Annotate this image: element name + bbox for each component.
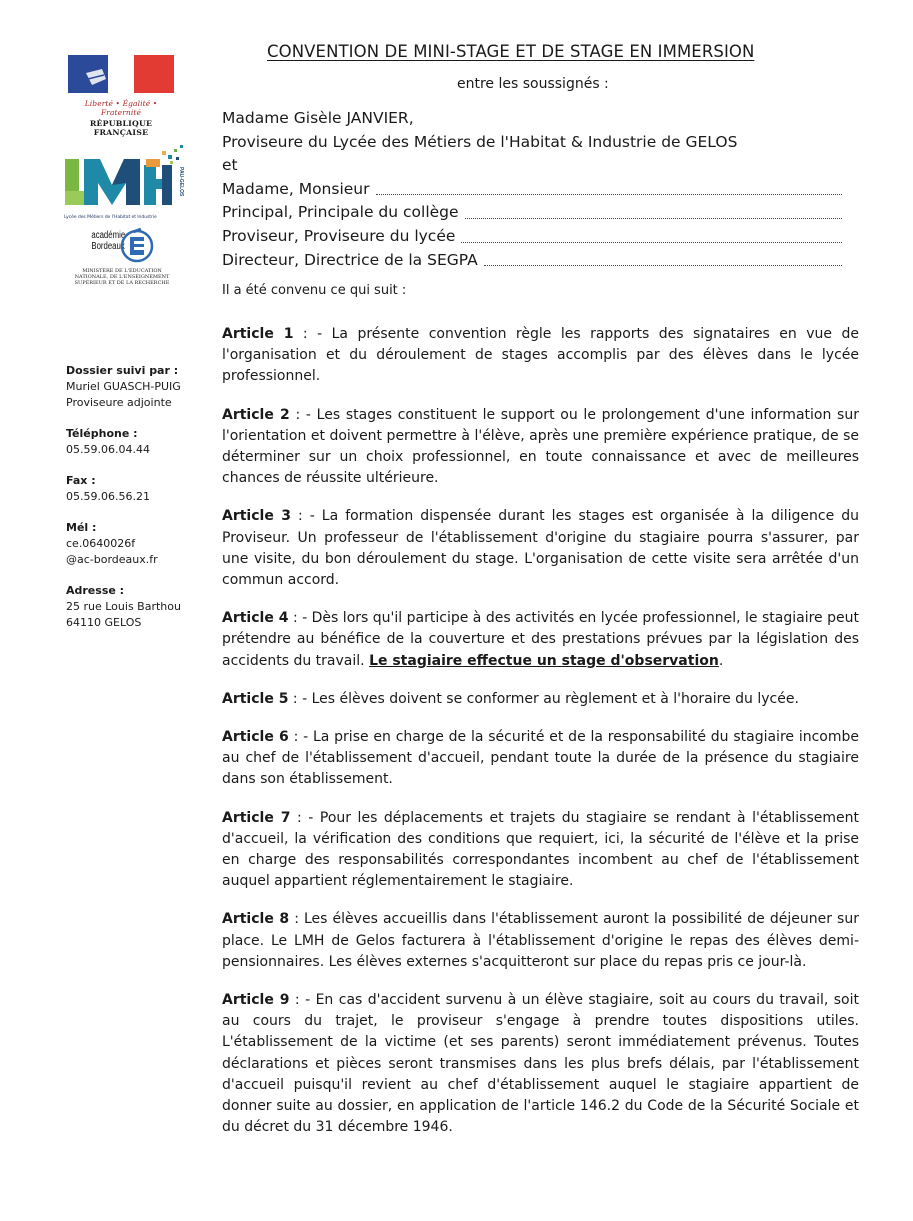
address-block: Adresse : 25 rue Louis Barthou 64110 GELOS (66, 583, 196, 631)
article-9: Article 9 : - En cas d'accident survenu à un élève stagiaire, soit au cours du travail, soit au cours du trajet, le proviseur s'engage à prendre toutes dispositions utiles. L'établissement de la victime (et ses parents) seront immédiatement prévenus. Toutes déclarations et pièces seront transmises dans les plus brefs délais, par l'établissement d'accueil puisqu'il revient au chef d'établissement auquel le stagiaire appartient de donner suite au dossier, en application de l'article 146.2 du Code de la Sécurité Sociale et du décret du 31 décembre 1946. (222, 992, 859, 1136)
republic-motto: Liberté • Égalité • Fraternité (84, 99, 158, 117)
address-line2: 64110 GELOS (66, 616, 142, 629)
mail-block: Mél : ce.0640026f @ac-bordeaux.fr (66, 520, 196, 568)
fill-dotted-line[interactable] (461, 225, 842, 243)
academie-bordeaux-logo (83, 226, 163, 266)
party-field-principal[interactable]: Principal, Principale du collège (222, 201, 842, 225)
lmh-subtitle: Lycée des Métiers de l'Habitat et Industrie (64, 215, 157, 220)
article-3: Article 3 : - La formation dispensée durant les stages est organisée à la diligence du Proviseur. Un professeur de l'établissement d'origine du stagiaire pourra s'assurer, par une visite, du bon déroulement du stage. L'organisation de cette visite sera arrêtée d'un commun accord. (222, 508, 859, 589)
party-field-madame-monsieur[interactable]: Madame, Monsieur (222, 178, 842, 202)
phone-number: 05.59.06.04.44 (66, 443, 150, 456)
parties-and: et (222, 156, 238, 175)
articles-list (222, 324, 859, 1156)
marianne-flag-icon (66, 55, 174, 95)
dossier-block: Dossier suivi par : Muriel GUASCH-PUIG Proviseure adjointe (66, 363, 196, 411)
article-2: Article 2 : - Les stages constituent le support ou le prolongement d'une information sur l'orientation et doivent permettre à l'élève, après une première expérience pratique, de se déterminer sur un choix professionnel, en toute connaissance et avec de meilleures chances de réussite ultérieure. (222, 406, 859, 487)
phone-block: Téléphone : 05.59.06.04.44 (66, 426, 196, 458)
fill-dotted-line[interactable] (376, 178, 843, 196)
article-6: Article 6 : - La prise en charge de la sécurité et de la responsabilité du stagiaire incombe au chef de l'établissement d'accueil, pendant toute la durée de la présence du stagiaire dans son établissement. (222, 729, 859, 788)
party-field-proviseur[interactable]: Proviseur, Proviseure du lycée (222, 225, 842, 249)
signatory-name: Madame Gisèle JANVIER, (222, 109, 414, 127)
fill-dotted-line[interactable] (465, 201, 842, 219)
article-7: Article 7 : - Pour les déplacements et trajets du stagiaire se rendant à l'établissement d'accueil, la vérification des conditions que requiert, ici, la sécurité de l'élève et la prise en charge des responsabilités correspondantes incombent au chef de l'établissement auquel appartient réglementairement le stagiaire. (222, 809, 859, 890)
parties-section (222, 107, 842, 272)
svg-text:PAU-GELOS: PAU-GELOS (178, 167, 184, 197)
agreement-intro: Il a été convenu ce qui suit : (222, 283, 407, 298)
education-e-icon (119, 226, 159, 266)
contact-info (66, 363, 196, 646)
mail-line2: @ac-bordeaux.fr (66, 553, 158, 566)
document-title: CONVENTION DE MINI-STAGE ET DE STAGE EN IMMERSION (267, 42, 755, 61)
address-line1: 25 rue Louis Barthou (66, 600, 181, 613)
fax-number: 05.59.06.56.21 (66, 490, 150, 503)
article-5: Article 5 : - Les élèves doivent se conformer au règlement et à l'horaire du lycée. (222, 690, 799, 707)
academie-text: académie Bordeaux (91, 230, 126, 252)
dossier-name: Muriel GUASCH-PUIG (66, 380, 181, 393)
ministere-label: MINISTÈRE DE L'ÉDUCATION NATIONALE, DE L'ENSEIGNEMENT SUPÉRIEUR ET DE LA RECHERCHE (74, 268, 170, 286)
mail-line1: ce.0640026f (66, 537, 136, 550)
fill-dotted-line[interactable] (484, 249, 842, 267)
observation-emphasis: Le stagiaire effectue un stage d'observation (369, 652, 719, 669)
article-8: Article 8 : Les élèves accueillis dans l'établissement auront la possibilité de déjeuner sur place. Le LMH de Gelos facturera à l'établissement d'origine le repas des élèves demi-pensionnaires. Les élèves externes s'acquitteront sur place du repas pris ce jour-là. (222, 911, 859, 970)
dossier-role: Proviseure adjointe (66, 396, 172, 409)
article-1: Article 1 : - La présente convention règle les rapports des signataires en vue de l'organisation et du déroulement de stages accomplis par des élèves dans le lycée professionnel. (222, 326, 859, 385)
signatory-role: Proviseure du Lycée des Métiers de l'Habitat & Industrie de GELOS (222, 132, 738, 151)
article-4: Article 4 : - Dès lors qu'il participe à des activités en lycée professionnel, le stagiaire peut prétendre au bénéfice de la couverture et des prestations prévues par la législation des accidents du travail. Le stagiaire effectue un stage d'observation. (222, 610, 859, 669)
lmh-school-logo (62, 145, 187, 225)
republic-name: RÉPUBLIQUE FRANÇAISE (89, 119, 153, 137)
republique-francaise-logo (66, 55, 176, 137)
document-subtitle: entre les soussignés : (457, 76, 609, 92)
party-field-directeur-segpa[interactable]: Directeur, Directrice de la SEGPA (222, 249, 842, 273)
fax-block: Fax : 05.59.06.56.21 (66, 473, 196, 505)
